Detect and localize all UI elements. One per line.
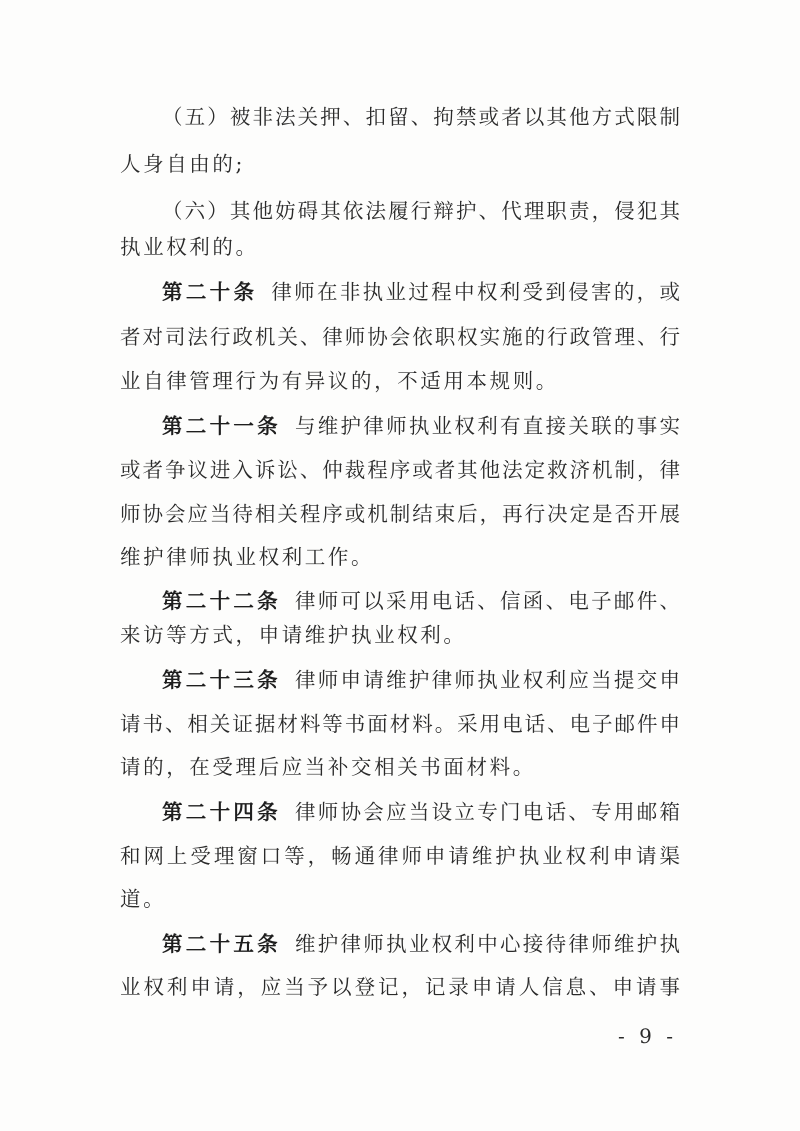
line-text: 维护律师执业权利中心接待律师维护执	[294, 932, 680, 956]
article-22-line	[162, 587, 680, 615]
article-heading: 第二十五条	[162, 932, 281, 956]
line-text: 律师申请维护律师执业权利应当提交申	[294, 668, 680, 692]
line-text: 请书、相关证据材料等书面材料。采用电话、电子邮件申	[120, 712, 680, 736]
line-text: 维护律师执业权利工作。	[120, 545, 375, 569]
text-line	[120, 367, 680, 395]
article-heading: 第二十四条	[162, 800, 281, 824]
article-21-line	[162, 412, 680, 440]
text-line	[120, 456, 680, 484]
line-text: 人身自由的;	[120, 152, 246, 176]
line-text: 或者争议进入诉讼、仲裁程序或者其他法定救济机制，律	[120, 458, 680, 482]
line-text: 与维护律师执业权利有直接关联的事实	[294, 414, 680, 438]
text-line	[120, 621, 680, 649]
text-line	[120, 753, 680, 781]
text-line	[162, 197, 680, 225]
line-text: 请的，在受理后应当补交相关书面材料。	[120, 755, 536, 779]
line-text: 律师在非执业过程中权利受到侵害的，或	[271, 280, 680, 304]
line-text: 律师可以采用电话、信函、电子邮件、	[294, 589, 680, 613]
text-line	[120, 543, 680, 571]
line-text: （六）其他妨碍其依法履行辩护、代理职责，侵犯其	[162, 199, 680, 223]
line-text: 者对司法行政机关、律师协会依职权实施的行政管理、行	[120, 325, 680, 349]
line-text: 来访等方式，申请维护执业权利。	[120, 623, 467, 647]
article-20-line	[162, 278, 680, 306]
text-line	[120, 885, 680, 913]
line-text: 道。	[120, 887, 167, 911]
text-line	[120, 710, 680, 738]
article-23-line	[162, 666, 680, 694]
text-line	[120, 233, 680, 261]
article-heading: 第二十条	[162, 280, 258, 304]
text-line	[120, 973, 680, 1001]
line-text: 师协会应当待相关程序或机制结束后，再行决定是否开展	[120, 502, 680, 526]
line-text: 执业权利的。	[120, 235, 259, 259]
line-text: 和网上受理窗口等，畅通律师申请维护执业权利申请渠	[120, 844, 680, 868]
article-heading: 第二十一条	[162, 414, 281, 438]
page-number: - 9 -	[618, 1024, 677, 1048]
text-line	[120, 842, 680, 870]
line-text: 业权利申请，应当予以登记，记录申请人信息、申请事	[120, 975, 680, 999]
text-line	[120, 500, 680, 528]
line-text: （五）被非法关押、扣留、拘禁或者以其他方式限制	[162, 105, 680, 129]
article-heading: 第二十二条	[162, 589, 281, 613]
article-24-line	[162, 798, 680, 826]
line-text: 律师协会应当设立专门电话、专用邮箱	[294, 800, 680, 824]
text-line	[120, 150, 680, 178]
text-line	[162, 103, 680, 131]
line-text: 业自律管理行为有异议的，不适用本规则。	[120, 369, 559, 393]
article-heading: 第二十三条	[162, 668, 281, 692]
article-25-line	[162, 930, 680, 958]
text-line	[120, 323, 680, 351]
